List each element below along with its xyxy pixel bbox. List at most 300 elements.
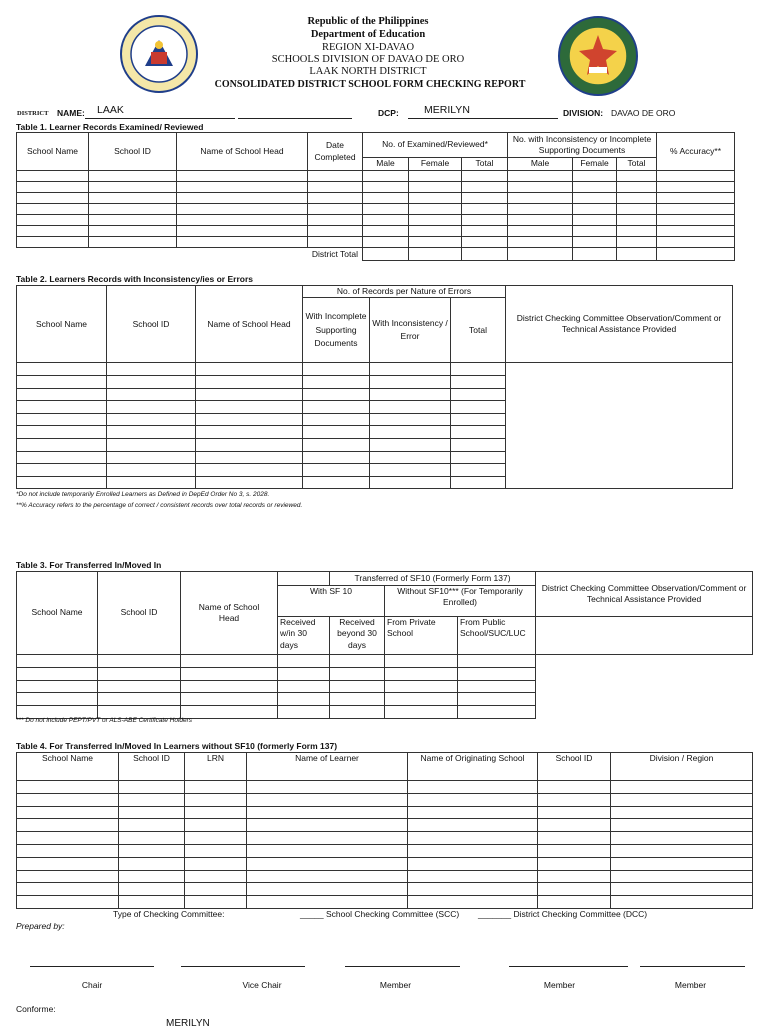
name-field-line-2[interactable] [238, 107, 352, 119]
t4-school-id-header: School ID [119, 753, 185, 781]
table-cell[interactable] [611, 806, 753, 819]
table-cell[interactable] [409, 237, 462, 248]
t2-note-2: **% Accuracy refers to the percentage of correct / consistent records over total records or reviewed. [16, 502, 303, 509]
table-cell[interactable] [385, 667, 458, 680]
table-cell[interactable] [177, 226, 308, 237]
table-cell[interactable] [408, 896, 538, 909]
t2-observation-box[interactable] [506, 363, 733, 489]
table-cell[interactable] [17, 388, 107, 401]
table-cell[interactable] [17, 844, 119, 857]
table-cell[interactable] [247, 896, 408, 909]
table-cell[interactable] [657, 193, 735, 204]
table-cell[interactable] [385, 693, 458, 706]
table-cell[interactable] [177, 171, 308, 182]
table-cell[interactable] [363, 248, 409, 261]
table-cell[interactable] [508, 193, 573, 204]
table-cell[interactable] [17, 819, 119, 832]
table-cell[interactable] [177, 237, 308, 248]
table-cell[interactable] [17, 363, 107, 376]
table-cell[interactable] [17, 693, 98, 706]
table-cell[interactable] [17, 182, 89, 193]
table-cell[interactable] [196, 464, 303, 477]
t2-school-name-header: School Name [17, 286, 107, 363]
table-cell[interactable] [185, 832, 247, 845]
table-cell[interactable] [119, 832, 185, 845]
table-cell[interactable] [451, 401, 506, 414]
table-cell[interactable] [617, 171, 657, 182]
table-cell[interactable] [247, 883, 408, 896]
table-cell[interactable] [617, 193, 657, 204]
table-cell[interactable] [17, 226, 89, 237]
table-cell[interactable] [303, 401, 370, 414]
table-cell[interactable] [89, 204, 177, 215]
table-cell[interactable] [119, 793, 185, 806]
table-cell[interactable] [657, 248, 735, 261]
table-cell[interactable] [451, 426, 506, 439]
table-cell[interactable] [308, 215, 363, 226]
table-cell[interactable] [89, 182, 177, 193]
t3-observation-box[interactable] [536, 617, 753, 655]
table-cell[interactable] [385, 680, 458, 693]
table-cell[interactable] [17, 870, 119, 883]
table-cell[interactable] [617, 237, 657, 248]
table-cell[interactable] [89, 193, 177, 204]
table-cell[interactable] [462, 182, 508, 193]
table-cell[interactable] [370, 464, 451, 477]
table-cell[interactable] [330, 693, 385, 706]
table-cell[interactable] [278, 655, 330, 668]
table-cell[interactable] [185, 870, 247, 883]
table-cell[interactable] [17, 401, 107, 414]
table-cell[interactable] [17, 193, 89, 204]
table-cell[interactable] [330, 667, 385, 680]
table-cell[interactable] [17, 655, 98, 668]
table-cell[interactable] [573, 182, 617, 193]
member2-signature-line[interactable] [509, 966, 628, 967]
table-cell[interactable] [278, 680, 330, 693]
table-cell[interactable] [363, 193, 409, 204]
table-cell[interactable] [370, 439, 451, 452]
table-cell[interactable] [196, 376, 303, 389]
table-cell[interactable] [17, 451, 107, 464]
committee-type-label: Type of Checking Committee: [113, 909, 225, 919]
table-cell[interactable] [657, 171, 735, 182]
table-cell[interactable] [17, 806, 119, 819]
scc-option[interactable]: _____ School Checking Committee (SCC) [300, 909, 460, 919]
vice-chair-signature-line[interactable] [181, 966, 305, 967]
table-cell[interactable] [451, 376, 506, 389]
table-cell[interactable] [657, 182, 735, 193]
table-cell[interactable] [303, 464, 370, 477]
table-cell[interactable] [196, 363, 303, 376]
table-cell[interactable] [409, 226, 462, 237]
table1-title: Table 1. Learner Records Examined/ Reviewed [16, 122, 204, 132]
table-cell[interactable] [303, 439, 370, 452]
table-cell[interactable] [370, 476, 451, 489]
table-cell[interactable] [107, 413, 196, 426]
header-region: REGION XI-DAVAO [321, 42, 415, 53]
table-cell[interactable] [409, 182, 462, 193]
table-cell[interactable] [408, 793, 538, 806]
table-cell[interactable] [573, 237, 617, 248]
table-cell[interactable] [119, 806, 185, 819]
table-cell[interactable] [107, 363, 196, 376]
member3-signature-line[interactable] [640, 966, 745, 967]
table-cell[interactable] [303, 376, 370, 389]
table-cell[interactable] [508, 171, 573, 182]
table-cell[interactable] [451, 413, 506, 426]
t2-note-1: *Do not include temporarily Enrolled Learners as Defined in DepEd Order No 3, s. 2028. [16, 491, 270, 498]
table-cell[interactable] [458, 655, 536, 668]
table-cell[interactable] [508, 204, 573, 215]
table-cell[interactable] [451, 464, 506, 477]
table-cell[interactable] [408, 806, 538, 819]
table-cell[interactable] [17, 476, 107, 489]
t3-received-beyond-header: Received beyond 30 days [330, 617, 385, 655]
table-cell[interactable] [611, 793, 753, 806]
member2-label: Member [543, 980, 576, 990]
table-cell[interactable] [370, 426, 451, 439]
table-cell[interactable] [370, 413, 451, 426]
table-cell[interactable] [303, 388, 370, 401]
table-cell[interactable] [508, 237, 573, 248]
t1-male-header-2: Male [508, 158, 573, 171]
table-cell[interactable] [185, 819, 247, 832]
table-cell[interactable] [181, 680, 278, 693]
table-cell[interactable] [308, 182, 363, 193]
table-cell[interactable] [538, 832, 611, 845]
table-cell[interactable] [408, 832, 538, 845]
table-cell[interactable] [385, 655, 458, 668]
table-cell[interactable] [370, 388, 451, 401]
table-cell[interactable] [185, 896, 247, 909]
table-cell[interactable] [308, 193, 363, 204]
table-cell[interactable] [462, 193, 508, 204]
t1-female-header-2: Female [573, 158, 617, 171]
table-cell[interactable] [98, 693, 181, 706]
division-label: DIVISION: [563, 108, 604, 118]
table-cell[interactable] [409, 171, 462, 182]
table-row [17, 182, 735, 193]
table-cell[interactable] [278, 706, 330, 719]
table-cell[interactable] [247, 781, 408, 794]
table-cell[interactable] [17, 883, 119, 896]
table-cell[interactable] [308, 226, 363, 237]
table-cell[interactable] [196, 426, 303, 439]
table-cell[interactable] [181, 667, 278, 680]
table-row [17, 883, 753, 896]
table-cell[interactable] [451, 363, 506, 376]
table-cell[interactable] [119, 857, 185, 870]
table-cell[interactable] [247, 832, 408, 845]
table-cell[interactable] [611, 870, 753, 883]
table-cell[interactable] [17, 439, 107, 452]
conforme-label: Conforme: [16, 1004, 56, 1014]
table-cell[interactable] [196, 388, 303, 401]
table-cell[interactable] [538, 896, 611, 909]
table-cell[interactable] [119, 883, 185, 896]
table-cell[interactable] [451, 451, 506, 464]
table-cell[interactable] [611, 844, 753, 857]
t1-date-completed-header: Date Completed [308, 133, 363, 171]
table-cell[interactable] [508, 226, 573, 237]
table-cell[interactable] [409, 215, 462, 226]
name-value: LAAK [97, 104, 124, 116]
table-cell[interactable] [177, 182, 308, 193]
table-cell[interactable] [303, 476, 370, 489]
table-cell[interactable] [17, 237, 89, 248]
t1-total-header-2: Total [617, 158, 657, 171]
table-cell[interactable] [17, 896, 119, 909]
table-cell[interactable] [17, 376, 107, 389]
table-cell[interactable] [17, 464, 107, 477]
table-cell[interactable] [119, 844, 185, 857]
table-cell[interactable] [330, 655, 385, 668]
dcc-option[interactable]: _______ District Checking Committee (DCC) [478, 909, 648, 919]
table-cell[interactable] [107, 476, 196, 489]
table-cell[interactable] [247, 857, 408, 870]
table-cell[interactable] [408, 781, 538, 794]
t2-incomplete-header: With Incomplete Supporting Documents [303, 298, 370, 363]
table-cell[interactable] [370, 451, 451, 464]
table-cell[interactable] [119, 819, 185, 832]
table-row [17, 857, 753, 870]
t1-school-head-header: Name of School Head [177, 133, 308, 171]
table-cell[interactable] [617, 215, 657, 226]
table-cell[interactable] [458, 693, 536, 706]
table-cell[interactable] [462, 204, 508, 215]
prepared-by-label: Prepared by: [16, 921, 65, 931]
table-cell[interactable] [89, 215, 177, 226]
table-cell[interactable] [538, 844, 611, 857]
table-cell[interactable] [363, 215, 409, 226]
table-cell[interactable] [303, 451, 370, 464]
table-cell[interactable] [462, 215, 508, 226]
table-cell[interactable] [657, 237, 735, 248]
table-cell[interactable] [98, 667, 181, 680]
table-cell[interactable] [409, 193, 462, 204]
table-cell[interactable] [573, 215, 617, 226]
table-cell[interactable] [573, 248, 617, 261]
table-cell[interactable] [247, 806, 408, 819]
t3-from-private-header: From Private School [385, 617, 458, 655]
table-cell[interactable] [370, 363, 451, 376]
table-cell[interactable] [363, 182, 409, 193]
table-cell[interactable] [617, 182, 657, 193]
t3-observation-header: District Checking Committee Observation/Comment or Technical Assistance Provided [536, 572, 753, 617]
table-cell[interactable] [451, 388, 506, 401]
table-cell[interactable] [17, 215, 89, 226]
table-cell[interactable] [308, 171, 363, 182]
table-cell[interactable] [17, 667, 98, 680]
table-cell[interactable] [196, 413, 303, 426]
table-cell[interactable] [107, 376, 196, 389]
table-cell[interactable] [185, 883, 247, 896]
chair-signature-line[interactable] [30, 966, 154, 967]
table-cell[interactable] [308, 204, 363, 215]
table-cell[interactable] [408, 857, 538, 870]
member1-label: Member [379, 980, 412, 990]
table-cell[interactable] [185, 806, 247, 819]
table-cell[interactable] [107, 426, 196, 439]
table-cell[interactable] [181, 706, 278, 719]
table-cell[interactable] [181, 693, 278, 706]
table-cell[interactable] [409, 204, 462, 215]
table-cell[interactable] [17, 781, 119, 794]
table-cell[interactable] [196, 401, 303, 414]
table-cell[interactable] [303, 413, 370, 426]
district-label: DISTRICT [17, 110, 49, 117]
t1-school-id-header: School ID [89, 133, 177, 171]
table-cell[interactable] [119, 870, 185, 883]
t3-transferred-header: Transferred of SF10 (Formerly Form 137) [330, 572, 536, 586]
table-cell[interactable] [538, 857, 611, 870]
table-cell[interactable] [462, 248, 508, 261]
table-row [17, 806, 753, 819]
table-cell[interactable] [409, 248, 462, 261]
table-cell[interactable] [451, 439, 506, 452]
table-cell[interactable] [278, 693, 330, 706]
table-cell[interactable] [462, 237, 508, 248]
table-cell[interactable] [177, 215, 308, 226]
table-cell[interactable] [185, 857, 247, 870]
table-cell[interactable] [119, 896, 185, 909]
table-cell[interactable] [98, 655, 181, 668]
table-cell[interactable] [363, 171, 409, 182]
table-cell[interactable] [458, 706, 536, 719]
table-cell[interactable] [458, 667, 536, 680]
table-cell[interactable] [657, 215, 735, 226]
table-cell[interactable] [462, 171, 508, 182]
table-cell[interactable] [657, 226, 735, 237]
table-cell[interactable] [408, 844, 538, 857]
table-cell[interactable] [617, 226, 657, 237]
table-cell[interactable] [611, 883, 753, 896]
table-cell[interactable] [538, 870, 611, 883]
table-cell[interactable] [462, 226, 508, 237]
t3-school-name-header: School Name [17, 572, 98, 655]
table-cell[interactable] [363, 237, 409, 248]
table-cell[interactable] [89, 171, 177, 182]
table-cell[interactable] [363, 204, 409, 215]
table-cell[interactable] [573, 226, 617, 237]
table-cell[interactable] [17, 857, 119, 870]
table-cell[interactable] [458, 680, 536, 693]
table-cell[interactable] [611, 857, 753, 870]
table-cell[interactable] [177, 204, 308, 215]
table-cell[interactable] [196, 451, 303, 464]
table-cell[interactable] [17, 793, 119, 806]
table-cell[interactable] [385, 706, 458, 719]
table-cell[interactable] [508, 248, 573, 261]
table-cell[interactable] [303, 363, 370, 376]
table-cell[interactable] [181, 655, 278, 668]
table-cell[interactable] [408, 870, 538, 883]
table-cell[interactable] [408, 819, 538, 832]
member1-signature-line[interactable] [345, 966, 460, 967]
table-cell[interactable] [98, 680, 181, 693]
table-cell[interactable] [363, 226, 409, 237]
t3-school-head-header: Name of School Head [181, 572, 278, 655]
table-cell[interactable] [573, 171, 617, 182]
table-cell[interactable] [538, 883, 611, 896]
table-cell[interactable] [330, 706, 385, 719]
table-cell[interactable] [17, 204, 89, 215]
t2-school-head-header: Name of School Head [196, 286, 303, 363]
table-cell[interactable] [119, 781, 185, 794]
table-cell[interactable] [107, 439, 196, 452]
table-cell[interactable] [617, 248, 657, 261]
table-cell[interactable] [573, 193, 617, 204]
table-cell[interactable] [538, 806, 611, 819]
table-cell[interactable] [303, 426, 370, 439]
t3-with-sf10-header: With SF 10 [278, 586, 385, 617]
table-cell[interactable] [185, 781, 247, 794]
table-cell[interactable] [107, 401, 196, 414]
table-cell[interactable] [617, 204, 657, 215]
table-cell[interactable] [107, 388, 196, 401]
table-cell[interactable] [573, 204, 617, 215]
table-cell[interactable] [247, 793, 408, 806]
table-cell[interactable] [278, 667, 330, 680]
t2-inconsistency-header: With Inconsistency / Error [370, 298, 451, 363]
table-cell[interactable] [107, 464, 196, 477]
table-cell[interactable] [17, 413, 107, 426]
table-cell[interactable] [657, 204, 735, 215]
t3-note: *** Do not include PEPT/PVT or ALS-ABE Certificate Holders [16, 717, 193, 724]
table-cell[interactable] [196, 476, 303, 489]
table-cell[interactable] [330, 680, 385, 693]
table-cell[interactable] [611, 819, 753, 832]
t4-school-name-header: School Name [17, 753, 119, 781]
table-cell[interactable] [247, 844, 408, 857]
table-cell[interactable] [370, 401, 451, 414]
table-cell[interactable] [17, 680, 98, 693]
table-cell[interactable] [177, 193, 308, 204]
table-cell[interactable] [370, 376, 451, 389]
table-cell[interactable] [451, 476, 506, 489]
header-district: LAAK NORTH DISTRICT [309, 66, 427, 77]
table-cell[interactable] [196, 439, 303, 452]
table-cell[interactable] [17, 426, 107, 439]
table-cell[interactable] [185, 844, 247, 857]
t4-division-header: Division / Region [611, 753, 753, 781]
table-cell[interactable] [538, 793, 611, 806]
table-cell[interactable] [107, 451, 196, 464]
table-row [17, 215, 735, 226]
table-cell[interactable] [17, 171, 89, 182]
table-cell[interactable] [508, 182, 573, 193]
t3-school-id-header: School ID [98, 572, 181, 655]
member3-label: Member [674, 980, 707, 990]
t3-received-30-header: Received w/in 30 days [278, 617, 330, 655]
table-cell[interactable] [308, 237, 363, 248]
table-cell[interactable] [538, 819, 611, 832]
table-cell[interactable] [508, 215, 573, 226]
table-cell[interactable] [247, 819, 408, 832]
table-cell[interactable] [611, 832, 753, 845]
table-cell[interactable] [611, 896, 753, 909]
table-cell[interactable] [538, 781, 611, 794]
table-cell[interactable] [17, 832, 119, 845]
table-cell[interactable] [611, 781, 753, 794]
t4-learner-header: Name of Learner [247, 753, 408, 781]
table-cell[interactable] [185, 793, 247, 806]
table-cell[interactable] [89, 226, 177, 237]
table-cell[interactable] [247, 870, 408, 883]
table-cell[interactable] [408, 883, 538, 896]
table-cell[interactable] [89, 237, 177, 248]
